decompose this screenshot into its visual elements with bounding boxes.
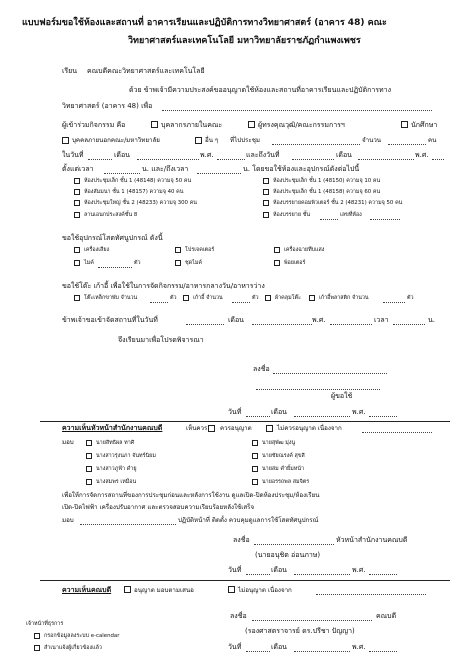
time-start-label: ตั้งแต่เวลา — [62, 165, 94, 173]
furniture-table-label: โต๊ะเหล็กขาพับ จำนวน — [84, 295, 138, 301]
requester-outside-label: บุคคลภายนอกคณะ/มหาวิทยาลัย — [72, 137, 160, 144]
head-allow-label: ควรอนุญาต — [220, 425, 252, 432]
av-pointer-label: พ้อยเตอร์ — [284, 260, 306, 266]
room-48231-label: ห้องบรรยายคอมพิวเตอร์ ชั้น 2 (48231) ความจุ 50 คน — [273, 200, 403, 206]
sign1-month-field[interactable] — [294, 416, 350, 417]
date-end-label: และถึงวันที่ — [246, 151, 280, 159]
staff-4-checkbox[interactable] — [252, 453, 258, 459]
av-label: ขอใช้อุปกรณ์โสตทัศนูปกรณ์ ดังนี้ — [62, 234, 163, 242]
requester-expert-checkbox[interactable] — [248, 121, 255, 128]
furniture-chair-count-field[interactable] — [232, 302, 250, 303]
sign1-day-field[interactable] — [246, 416, 270, 417]
time-end-field[interactable] — [197, 173, 241, 174]
sign2-name: (นายอนุชิต อ่อนภาษ) — [255, 551, 321, 559]
staff-1-checkbox[interactable] — [86, 440, 92, 446]
av-mic-set-checkbox[interactable] — [175, 260, 181, 266]
requester-unit-label: คน — [428, 137, 437, 144]
requester-count-field[interactable] — [388, 144, 426, 145]
intro-line1: ด้วย ข้าพเจ้ามีความประสงค์ขออนุญาตใช้ห้องและสถานที่อาคารเรียนและปฏิบัติการทาง — [129, 86, 392, 94]
head-opinion-label: ความเห็นหัวหน้าสำนักงานคณบดี — [62, 424, 163, 432]
room-number-field[interactable] — [370, 219, 400, 220]
sign2-year-label: พ.ศ. — [352, 566, 366, 574]
room-lecture-label: ห้องบรรยาย ชั้น — [273, 212, 311, 218]
room-48157-label: ห้องสัมมนา ชั้น 1 (48157) ความจุ 40 คน — [84, 189, 184, 195]
clerk-ecalendar-label: กรอกข้อมูลลงระบบ e-calendar — [44, 633, 120, 639]
purpose-field[interactable] — [162, 110, 432, 111]
setup-time-label: เวลา — [374, 316, 389, 324]
clerk-ecalendar-checkbox[interactable] — [34, 633, 40, 639]
av-mic-checkbox[interactable] — [74, 260, 80, 266]
av-mic-set-label: ชุดไมค์ — [185, 260, 203, 266]
date-start-label: ในวันที่ — [62, 151, 84, 159]
head-allow-checkbox[interactable] — [208, 425, 215, 432]
requester-student-label: นักศึกษา — [411, 121, 438, 129]
room-48158-label: ห้องประชุมเล็ก ชั้น 1 (48158) ความจุ 60 คน — [273, 189, 381, 195]
staff-2-checkbox[interactable] — [252, 440, 258, 446]
setup-time-field[interactable] — [393, 324, 425, 325]
note-assign-label: มอบ — [62, 517, 74, 524]
sign2-label: ลงชื่อ — [233, 536, 250, 544]
sign2-year-field[interactable] — [369, 574, 397, 575]
staff-2-name: นายสุพัฒ มุ่งนู — [262, 440, 296, 446]
section-divider-2 — [40, 580, 450, 581]
furniture-table-checkbox[interactable] — [74, 295, 80, 301]
requester-staff-label: บุคลากรภายในคณะ — [161, 121, 223, 129]
sign3-signature-field[interactable] — [252, 620, 372, 621]
date-end-month-label: เดือน — [336, 151, 352, 159]
furniture-chair-checkbox[interactable] — [183, 295, 189, 301]
staff-8-name: นายอรรถพล สมจิตร — [262, 479, 310, 485]
time-start-field[interactable] — [104, 173, 140, 174]
furniture-chair-label: เก้าอี้ จำนวน — [193, 295, 223, 301]
sign1-date-label: วันที่ — [228, 408, 242, 416]
note-assign-text: ปฏิบัติหน้าที่ ติดตั้ง ควบคุมดูแลการใช้โสตทัศนูปกรณ์ — [178, 517, 319, 524]
room-48158-checkbox[interactable] — [263, 189, 269, 195]
requester-meeting-label: ที่ไปประชุม — [230, 137, 260, 144]
requester-meeting-field[interactable] — [272, 144, 360, 145]
setup-day-field[interactable] — [186, 324, 224, 325]
requester-count-label: จำนวน — [362, 137, 382, 144]
date-start-year-field[interactable] — [217, 159, 245, 160]
furniture-plastic-chair-count-field[interactable] — [383, 302, 405, 303]
date-start-month-field[interactable] — [137, 159, 199, 160]
sign3-month-field[interactable] — [294, 651, 350, 652]
av-visualizer-label: เครื่องฉายทึบแสง — [284, 247, 325, 253]
form-title-line2: วิทยาศาสตร์และเทคโนโลยี มหาวิทยาลัยราชภัฏกำแพงเพชร — [128, 36, 361, 46]
furniture-cloth-checkbox[interactable] — [265, 295, 271, 301]
staff-3-checkbox[interactable] — [86, 453, 92, 459]
av-sound-label: เครื่องเสียง — [84, 247, 110, 253]
furniture-cloth-label: ผ้าคลุมโต๊ะ — [275, 295, 301, 301]
av-projector-checkbox[interactable] — [175, 247, 181, 253]
note-line2: เปิด-ปิดไฟฟ้า เครื่องปรับอากาศ และตรวจสอบความเรียบร้อยหลังใช้เสร็จ — [62, 504, 255, 511]
requester-student-checkbox[interactable] — [401, 121, 408, 128]
dean-deny-label: ไม่อนุญาต เนื่องจาก — [238, 587, 292, 594]
room-48231-checkbox[interactable] — [263, 200, 269, 206]
staff-1-name: นายสิทธิผล ทาศิ — [96, 440, 135, 446]
av-mic-unit: ตัว — [134, 260, 141, 266]
sign2-month-label: เดือน — [271, 566, 287, 574]
sign3-role: คณบดี — [376, 612, 397, 620]
requester-other-checkbox[interactable] — [195, 137, 202, 144]
staff-4-name: นายชัยณรงค์ สุขสิ — [262, 453, 305, 459]
head-deny-checkbox[interactable] — [266, 425, 273, 432]
dean-opinion-label: ความเห็นคณบดี — [62, 586, 112, 594]
setup-label: ข้าพเจ้าขอเข้าจัดสถานที่ในวันที่ — [62, 316, 158, 324]
form-title-line1: แบบฟอร์มขอใช้ห้องและสถานที่ อาคารเรียนและปฏิบัติการทางวิทยาศาสตร์ (อาคาร 48) คณะ — [22, 18, 387, 28]
staff-3-name: นางสาวรุ่งนภา จันทร์นิยม — [96, 453, 156, 459]
av-mic-label: ไมค์ — [84, 260, 94, 266]
sign1-year-label: พ.ศ. — [352, 408, 366, 416]
staff-7-name: นางสมพร เหมือน — [96, 479, 137, 485]
date-end-month-field[interactable] — [358, 159, 414, 160]
room-48233-checkbox[interactable] — [74, 200, 80, 206]
requester-staff-checkbox[interactable] — [151, 121, 158, 128]
room-lecture-checkbox[interactable] — [263, 212, 269, 218]
room-48150-label: ห้องประชุมเล็ก ชั้น 1 (48150) ความจุ 10 คน — [273, 178, 381, 184]
room-48148-checkbox[interactable] — [74, 178, 80, 184]
room-hall-checkbox[interactable] — [74, 212, 80, 218]
sign1-role: ผู้ขอใช้ — [331, 392, 353, 400]
sign2-day-field[interactable] — [246, 574, 270, 575]
furniture-label: ขอใช้โต๊ะ เก้าอี้ เพื่อใช้ในการจัดกิจกรรม/อาหารกลางวัน/อาหารว่าง — [62, 282, 265, 290]
to-value: คณบดีคณะวิทยาศาสตร์และเทคโนโลยี — [87, 67, 205, 75]
section-divider-1 — [40, 421, 450, 422]
setup-time-unit: น. — [428, 316, 436, 324]
sign2-signature-field[interactable] — [254, 544, 334, 545]
head-deny-label: ไม่ควรอนุญาต เนื่องจาก — [277, 425, 342, 432]
furniture-plastic-chair-label: เก้าอี้พลาสติก จำนวน — [319, 295, 369, 301]
note-line1: เพื่อให้การจัดการสถานที่ของการประชุมก่อนและหลังการใช้งาน ดูแลเปิด-ปิดห้องประชุม/ห้องเรียน — [62, 492, 320, 499]
sign1-name-field[interactable] — [256, 389, 380, 390]
furniture-plastic-chair-checkbox[interactable] — [309, 295, 315, 301]
staff-5-name: นางสาวภูฟ้า ดำยู — [96, 466, 137, 472]
av-pointer-checkbox[interactable] — [274, 260, 280, 266]
clerk-label: เจ้าหน้าที่ธุรการ — [26, 621, 64, 627]
room-lecture-floor-field[interactable] — [320, 219, 338, 220]
time-end-label: น. และ/ถึงเวลา — [142, 165, 189, 173]
setup-year-field[interactable] — [330, 324, 372, 325]
sign1-signature-field[interactable] — [273, 373, 387, 374]
staff-7-checkbox[interactable] — [86, 479, 92, 485]
requester-expert-label: ผู้ทรงคุณวุฒิ/คณะกรรมการฯ — [258, 121, 345, 129]
date-end-year-label: พ.ศ. — [415, 151, 429, 159]
sign2-role: หัวหน้าสำนักงานคณบดี — [336, 536, 408, 544]
closing-text: จึงเรียนมาเพื่อโปรดพิจารณา — [118, 336, 204, 344]
room-48150-checkbox[interactable] — [263, 178, 269, 184]
staff-6-checkbox[interactable] — [252, 466, 258, 472]
sign3-date-label: วันที่ — [228, 643, 242, 651]
clerk-notify-checkbox[interactable] — [34, 645, 40, 651]
sign3-year-label: พ.ศ. — [352, 643, 366, 651]
sign1-month-label: เดือน — [271, 408, 287, 416]
setup-month-field[interactable] — [252, 324, 312, 325]
note-assignee-field[interactable] — [80, 524, 176, 525]
requester-label: ผู้เข้าร่วมกิจกรรม คือ — [62, 121, 126, 129]
sign3-name: (รองศาสตราจารย์ ดร.ปรีชา ปัญญา) — [245, 627, 355, 635]
staff-8-checkbox[interactable] — [252, 479, 258, 485]
sign3-year-field[interactable] — [369, 651, 397, 652]
staff-5-checkbox[interactable] — [86, 466, 92, 472]
av-visualizer-checkbox[interactable] — [274, 247, 280, 253]
furniture-table-count-field[interactable] — [150, 302, 168, 303]
rooms-intro: น. โดยขอใช้ห้องและอุปกรณ์ดังต่อไปนี้ — [243, 165, 360, 173]
date-start-day-field[interactable] — [88, 159, 112, 160]
sign1-year-field[interactable] — [369, 416, 397, 417]
date-start-year-label: พ.ศ. — [200, 151, 214, 159]
sign3-day-field[interactable] — [246, 651, 270, 652]
furniture-table-unit: ตัว — [170, 295, 177, 301]
head-opinion-agree: เห็นควร — [186, 425, 208, 432]
requester-other-label: อื่น ๆ — [205, 137, 219, 144]
furniture-chair-unit: ตัว — [252, 295, 259, 301]
dean-allow-label: อนุญาต มอบตามเสนอ — [134, 587, 194, 594]
staff-6-name: นายสม คำยิ้มหน้า — [262, 466, 305, 472]
room-48157-checkbox[interactable] — [74, 189, 80, 195]
room-number-label: เลขที่ห้อง — [340, 212, 362, 218]
dean-allow-checkbox[interactable] — [124, 586, 131, 593]
date-start-month-label: เดือน — [114, 151, 130, 159]
intro-line2: วิทยาศาสตร์ (อาคาร 48) เพื่อ — [62, 102, 153, 110]
date-end-year-field[interactable] — [432, 159, 444, 160]
room-48233-label: ห้องประชุมใหญ่ ชั้น 2 (48233) ความจุ 300 คน — [84, 200, 197, 206]
sign2-date-label: วันที่ — [228, 566, 242, 574]
av-mic-count-field[interactable] — [98, 267, 132, 268]
requester-outside-checkbox[interactable] — [62, 137, 69, 144]
sign1-label: ลงชื่อ — [253, 365, 270, 373]
dean-deny-reason-field[interactable] — [316, 594, 426, 595]
head-assign-label: มอบ — [62, 439, 74, 446]
dean-deny-checkbox[interactable] — [228, 586, 235, 593]
setup-month-label: เดือน — [228, 316, 244, 324]
head-deny-reason-field[interactable] — [362, 432, 432, 433]
sign3-month-label: เดือน — [271, 643, 287, 651]
setup-year-label: พ.ศ. — [312, 316, 326, 324]
room-hall-label: ลานเอนกประสงค์ชั้น 8 — [84, 212, 138, 218]
room-48148-label: ห้องประชุมเล็ก ชั้น 1 (48148) ความจุ 50 คน — [84, 178, 192, 184]
date-end-day-field[interactable] — [292, 159, 334, 160]
av-sound-checkbox[interactable] — [74, 247, 80, 253]
to-label: เรียน — [62, 67, 78, 75]
sign3-label: ลงชื่อ — [230, 612, 247, 620]
sign2-month-field[interactable] — [294, 574, 350, 575]
furniture-plastic-chair-unit: ตัว — [407, 295, 414, 301]
clerk-notify-label: สำเนาแจ้งผู้เกี่ยวข้องแล้ว — [44, 645, 102, 651]
av-projector-label: โปรเจคเตอร์ — [185, 247, 215, 253]
